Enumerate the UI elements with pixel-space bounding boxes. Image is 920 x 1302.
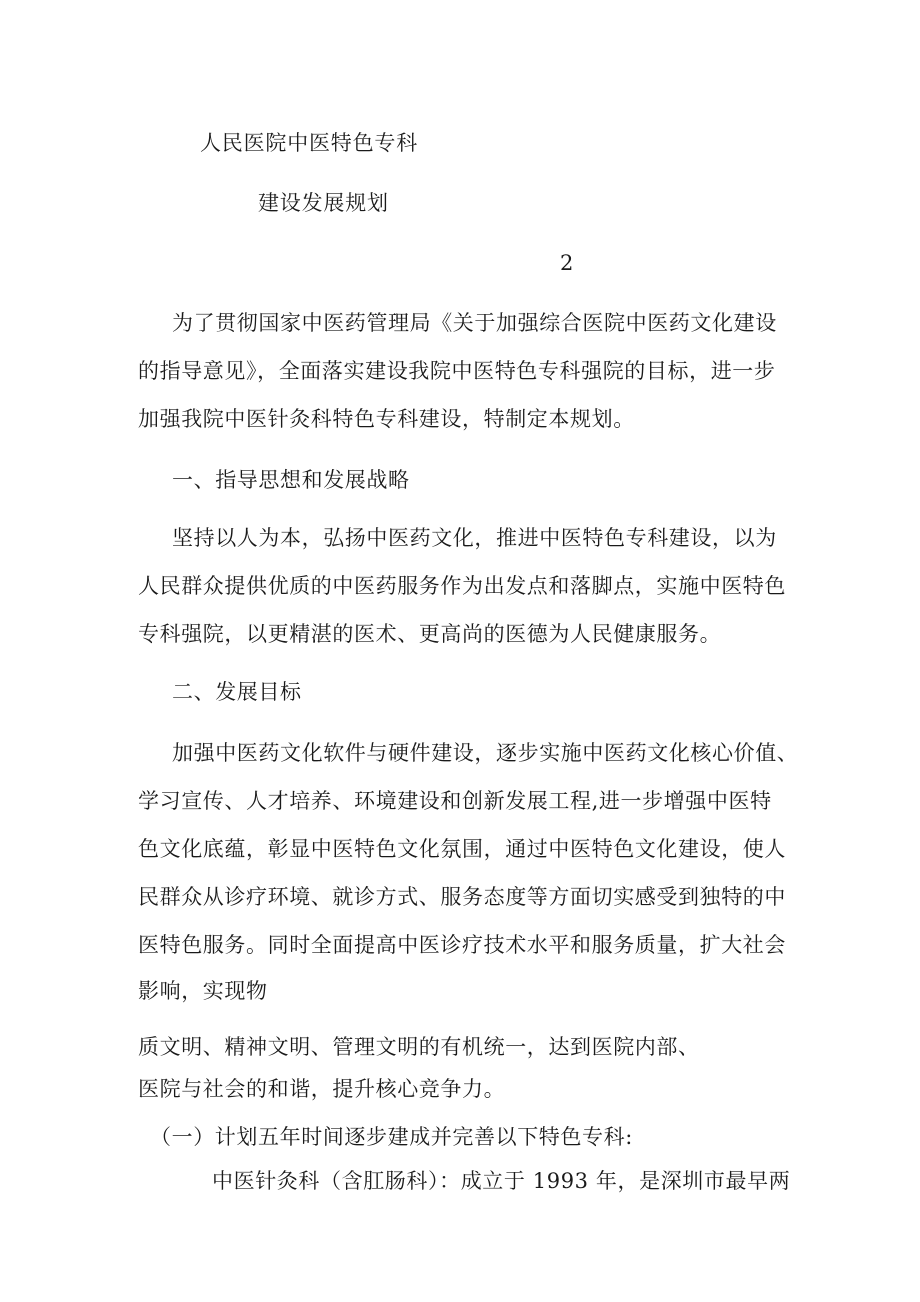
section2-line-3: 色文化底蕴，彰显中医特色文化氛围，通过中医特色文化建设，使人 (138, 837, 786, 861)
section2-line-1: 加强中医药文化软件与硬件建设，逐步实施中医药文化核心价值、 (172, 741, 799, 765)
intro-line-2: 的指导意见》，全面落实建设我院中医特色专科强院的目标，进一步 (138, 359, 776, 383)
section2-line-4: 民群众从诊疗环境、就诊方式、服务态度等方面切实感受到独特的中 (138, 885, 786, 909)
section1-heading: 一、指导思想和发展战略 (172, 468, 410, 492)
subsection1-heading: （一）计划五年时间逐步建成并完善以下特色专科: (150, 1125, 633, 1149)
section1-line-3: 专科强院，以更精湛的医术、更高尚的医德为人民健康服务。 (138, 622, 722, 646)
section2-line-2: 学习宣传、人才培养、环境建设和创新发展工程,进一步增强中医特 (138, 789, 772, 813)
section2-line-8: 医院与社会的和谐，提升核心竞争力。 (138, 1077, 506, 1101)
page-number: 2 (560, 251, 574, 275)
document-title-line2: 建设发展规划 (258, 191, 389, 215)
section1-line-1: 坚持以人为本，弘扬中医药文化，推进中医特色专科建设，以为 (172, 526, 777, 550)
intro-line-3: 加强我院中医针灸科特色专科建设，特制定本规划。 (138, 407, 635, 431)
section2-heading: 二、发展目标 (172, 680, 302, 704)
section2-line-5: 医特色服务。同时全面提高中医诊疗技术水平和服务质量，扩大社会 (138, 933, 786, 957)
intro-line-1: 为了贯彻国家中医药管理局《关于加强综合医院中医药文化建设 (172, 311, 777, 335)
document-title-line1: 人民医院中医特色专科 (200, 131, 418, 155)
section2-line-6: 影响，实现物 (138, 979, 268, 1003)
section2-line-7: 质文明、精神文明、管理文明的有机统一，达到医院内部、 (138, 1035, 700, 1059)
subsection1-line-1: 中医针灸科（含肛肠科）：成立于 1993 年，是深圳市最早两 (212, 1169, 791, 1193)
section1-line-2: 人民群众提供优质的中医药服务作为出发点和落脚点，实施中医特色 (138, 574, 786, 598)
